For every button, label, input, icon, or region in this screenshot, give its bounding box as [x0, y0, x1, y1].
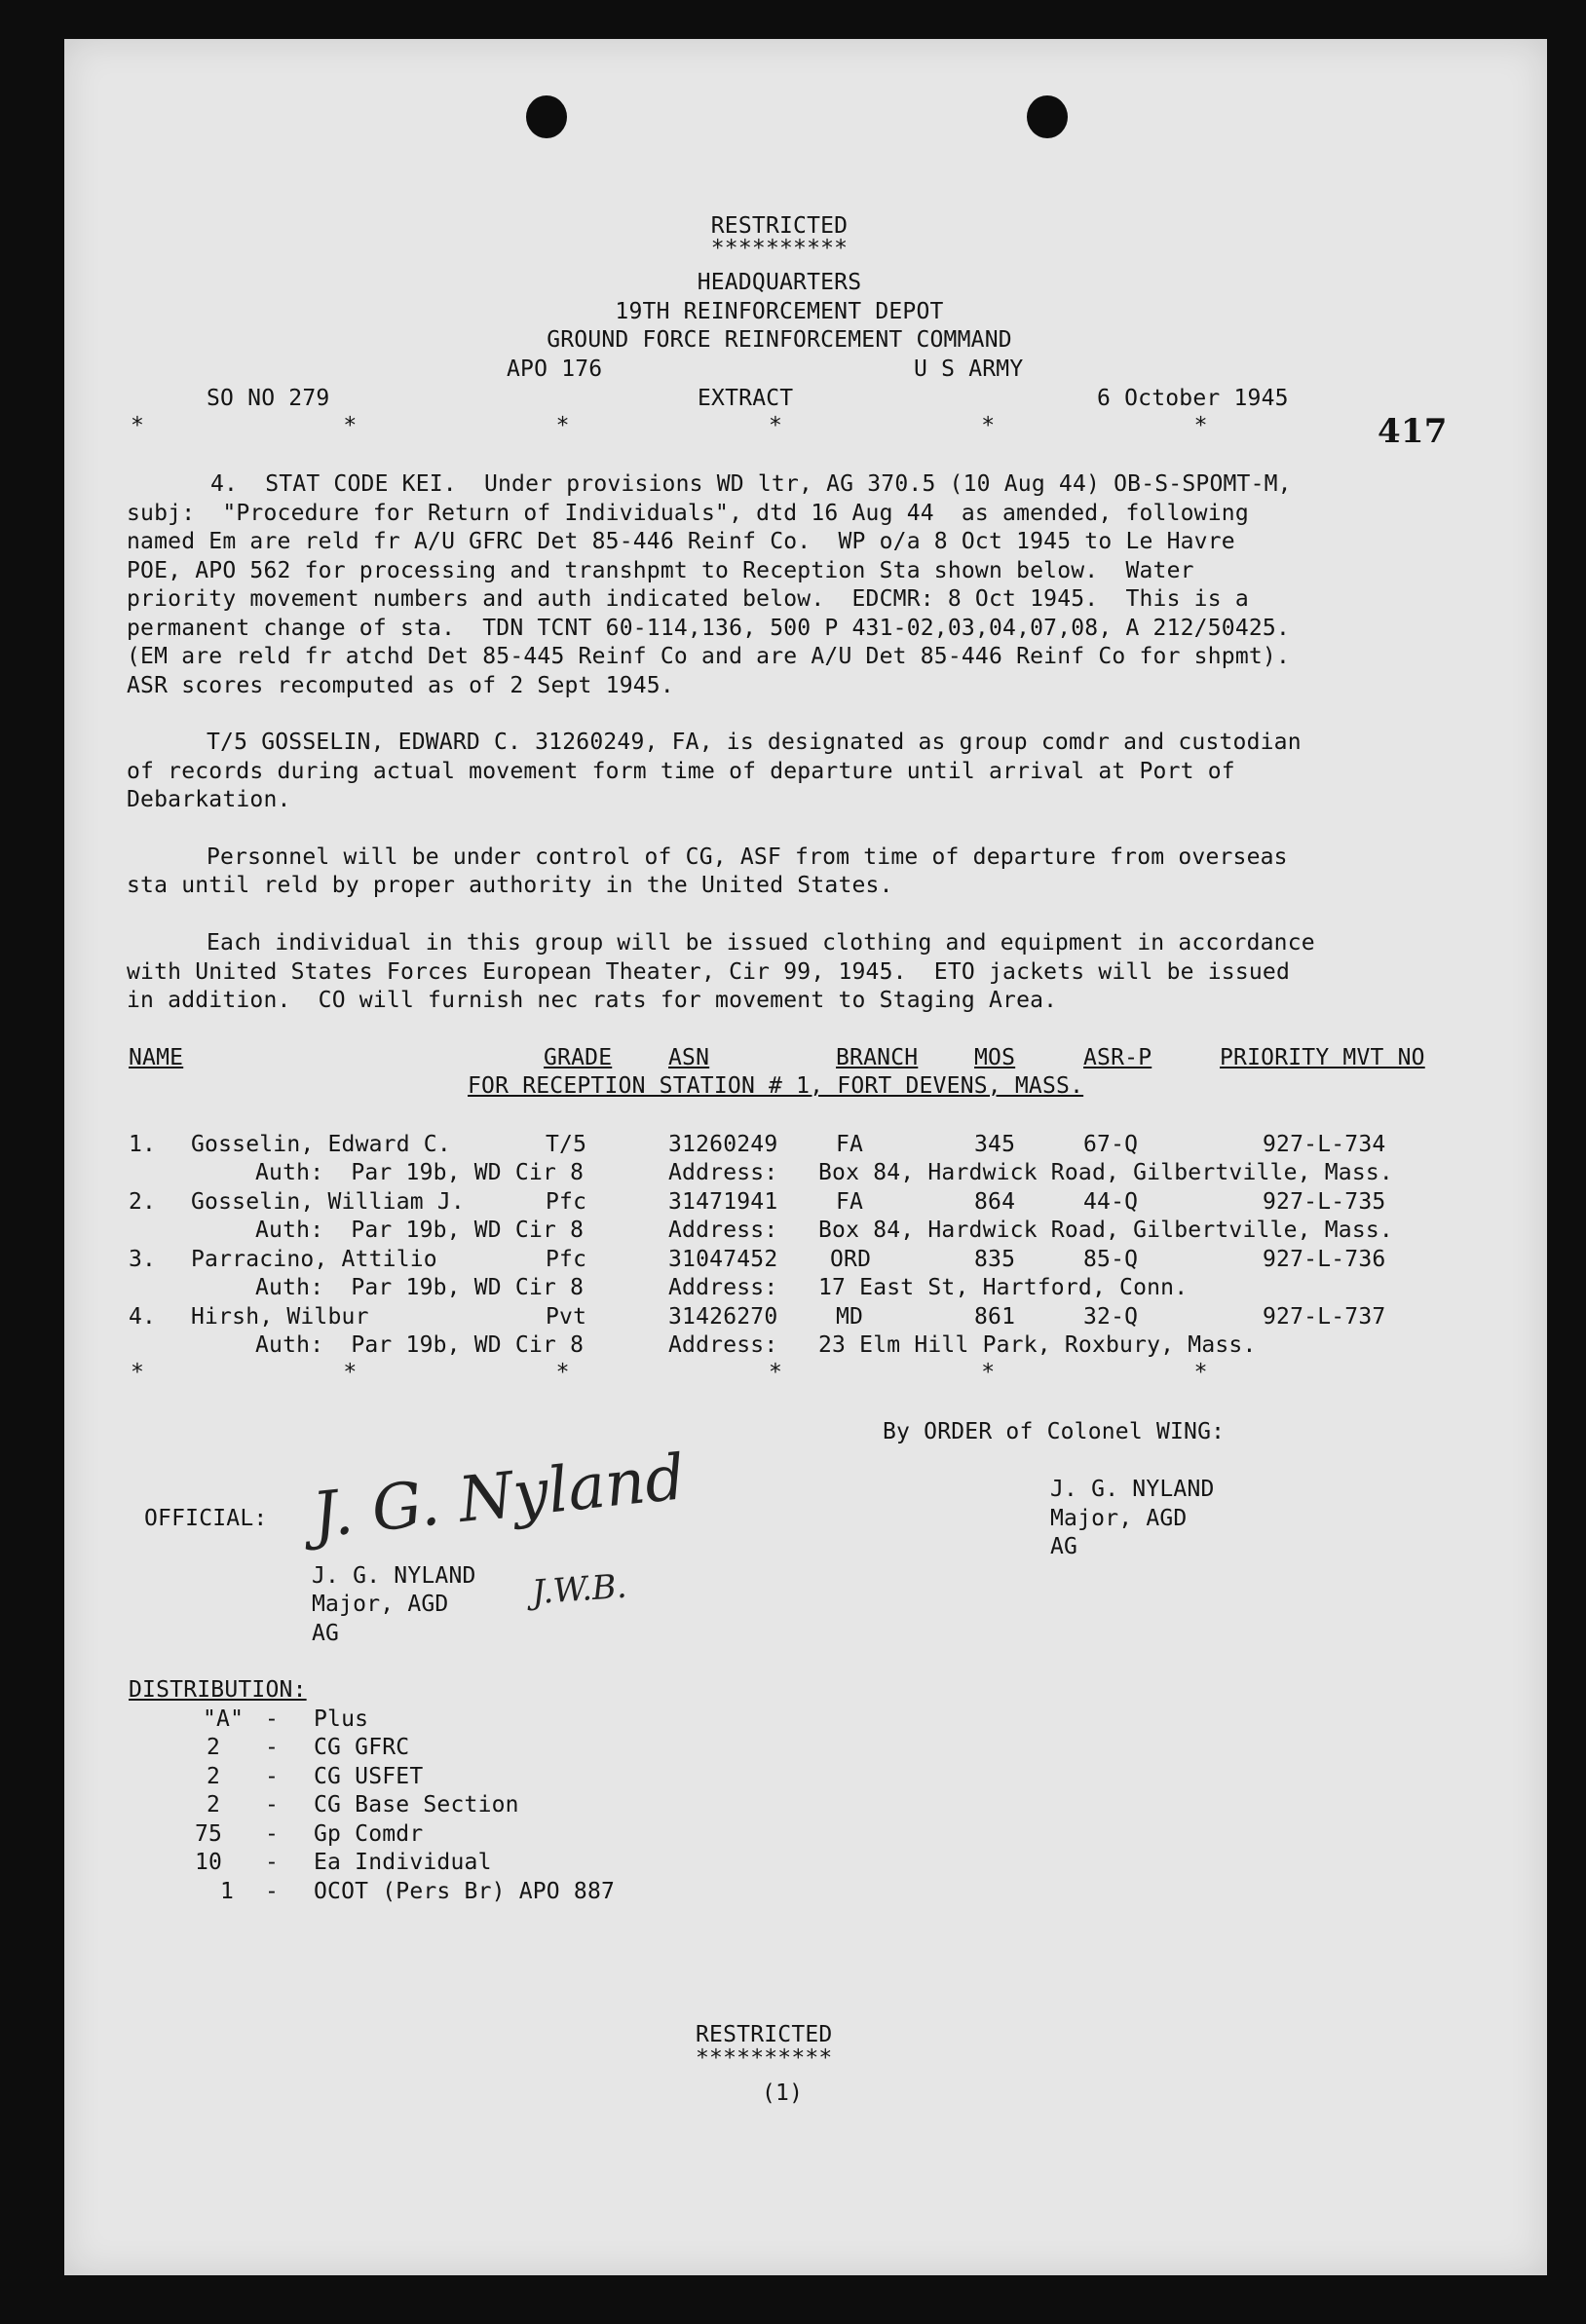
signer-office-right: AG: [1050, 1534, 1078, 1559]
punch-hole: [1027, 95, 1068, 138]
header-army: U S ARMY: [914, 356, 1024, 382]
order-date: 6 October 1945: [1097, 386, 1289, 411]
extract-label: EXTRACT: [698, 386, 794, 411]
col-mos: MOS: [974, 1045, 1016, 1070]
col-branch: BRANCH: [836, 1045, 919, 1070]
by-order-line: By ORDER of Colonel WING:: [883, 1419, 1226, 1444]
separator-stars: * * * * * *: [131, 1360, 1214, 1385]
signer-office-left: AG: [312, 1621, 340, 1646]
header-apo: APO 176: [507, 356, 603, 382]
header-line-3: GROUND FORCE REINFORCEMENT COMMAND: [547, 327, 1012, 353]
distribution-label: DISTRIBUTION:: [129, 1677, 307, 1703]
signer-rank-right: Major, AGD: [1050, 1506, 1188, 1531]
punch-hole: [526, 95, 567, 138]
classification-stars-top: **********: [710, 236, 849, 261]
signer-name-left: J. G. NYLAND: [312, 1563, 476, 1589]
reception-station: FOR RECEPTION STATION # 1, FORT DEVENS, MASS.: [468, 1073, 1084, 1099]
col-grade: GRADE: [544, 1045, 613, 1070]
official-label: OFFICIAL:: [144, 1506, 268, 1531]
page-number-mark: 417: [1378, 412, 1448, 451]
handwritten-initials: J.W.B.: [530, 1566, 628, 1613]
col-name: NAME: [129, 1045, 184, 1070]
page-number: (1): [762, 2080, 804, 2106]
classification-stars-bottom: **********: [696, 2045, 833, 2071]
order-number: SO NO 279: [207, 386, 330, 411]
classification-bottom: RESTRICTED: [696, 2022, 833, 2047]
signer-name-right: J. G. NYLAND: [1050, 1477, 1215, 1502]
header-line-1: HEADQUARTERS: [697, 270, 862, 295]
handwritten-signature: J. G. Nyland: [309, 1442, 689, 1553]
col-asr: ASR-P: [1083, 1045, 1152, 1070]
col-asn: ASN: [668, 1045, 710, 1070]
classification-top: RESTRICTED: [710, 213, 849, 239]
col-priority: PRIORITY MVT NO: [1220, 1045, 1425, 1070]
header-line-2: 19TH REINFORCEMENT DEPOT: [615, 299, 944, 324]
separator-stars: * * * * * *: [131, 413, 1214, 438]
signer-rank-left: Major, AGD: [312, 1592, 449, 1617]
